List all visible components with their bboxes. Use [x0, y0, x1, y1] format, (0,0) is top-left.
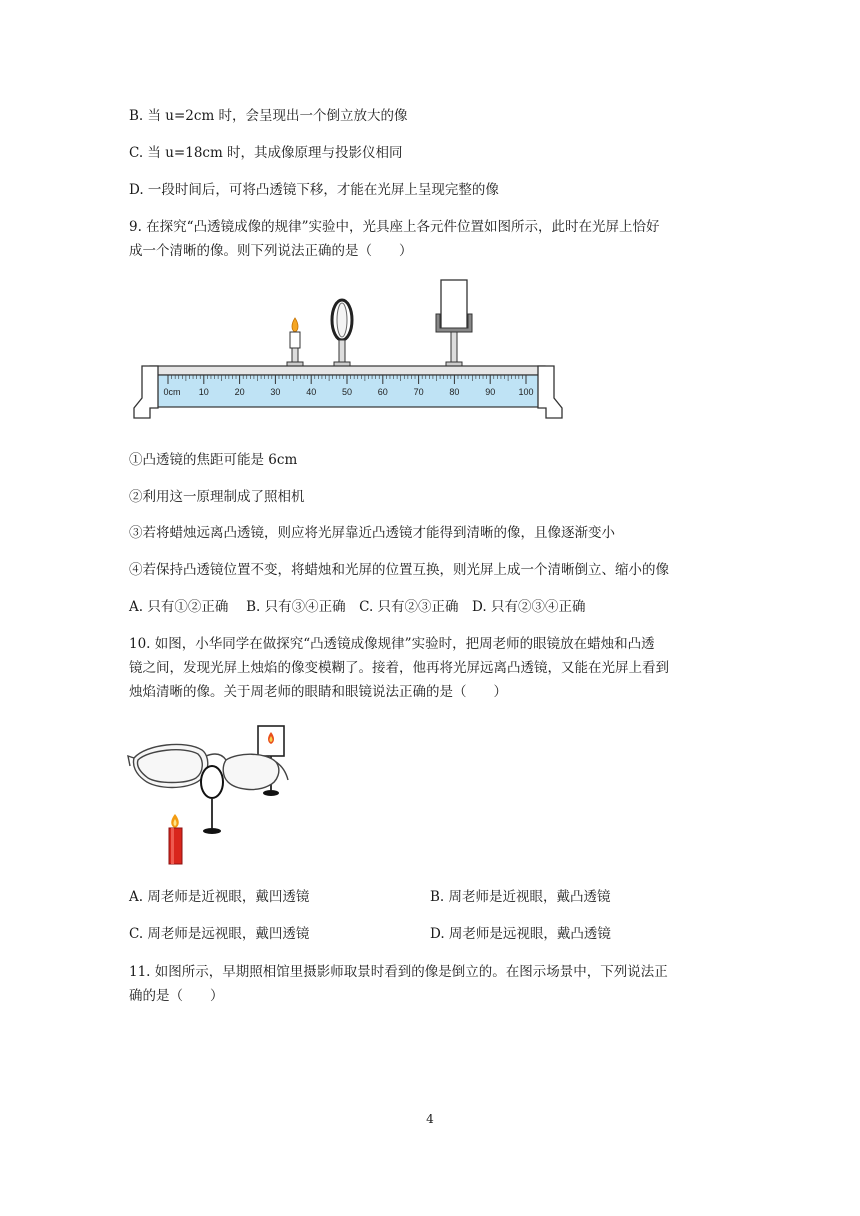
q8-option-c: C. 当 u=18cm 时，其成像原理与投影仪相同 [129, 145, 403, 161]
q10-stem-line-3: 烛焰清晰的像。关于周老师的眼睛和眼镜说法正确的是（ ） [129, 684, 507, 700]
convex-lens [332, 300, 352, 372]
optical-bench-figure [128, 278, 568, 428]
q10-option-d: D. 周老师是远视眼，戴凸透镜 [430, 926, 611, 942]
q8-option-b: B. 当 u=2cm 时，会呈现出一个倒立放大的像 [129, 108, 408, 124]
q8-option-d: D. 一段时间后，可将凸透镜下移，才能在光屏上呈现完整的像 [129, 182, 499, 198]
ruler-tick-label: 60 [377, 387, 388, 397]
bench-rail [134, 366, 562, 418]
glasses-experiment-figure [126, 722, 306, 868]
q11-stem-line-2: 确的是（ ） [129, 988, 224, 1004]
ruler-tick-label: 80 [449, 387, 460, 397]
q9-statement-3: ③若将蜡烛远离凸透镜，则应将光屏靠近凸透镜才能得到清晰的像，且像逐渐变小 [129, 525, 615, 541]
q9-stem-line-1: 9. 在探究“凸透镜成像的规律”实验中，光具座上各元件位置如图所示，此时在光屏上恰好 [129, 219, 660, 235]
candle [169, 814, 182, 864]
q9-options: A. 只有①②正确 B. 只有③④正确 C. 只有②③正确 D. 只有②③④正确 [129, 599, 586, 615]
candle [287, 318, 303, 372]
light-screen [436, 280, 472, 372]
ruler-tick-label: 20 [234, 387, 245, 397]
q10-option-a: A. 周老师是近视眼，戴凹透镜 [129, 889, 310, 905]
ruler-tick-label: 100 [518, 387, 534, 397]
q9-statement-2: ②利用这一原理制成了照相机 [129, 489, 305, 505]
ruler-tick-label: 40 [306, 387, 317, 397]
ruler-tick-label: 30 [270, 387, 281, 397]
q10-option-b: B. 周老师是近视眼，戴凸透镜 [430, 889, 611, 905]
q11-stem-line-1: 11. 如图所示，早期照相馆里摄影师取景时看到的像是倒立的。在图示场景中，下列说法正 [129, 964, 668, 980]
q10-option-c: C. 周老师是远视眼，戴凹透镜 [129, 926, 310, 942]
q9-statement-1: ①凸透镜的焦距可能是 6cm [129, 452, 298, 468]
convex-lens [201, 766, 223, 834]
ruler-tick-label: 0cm [163, 387, 181, 397]
q10-stem-line-2: 镜之间，发现光屏上烛焰的像变模糊了。接着，他再将光屏远离凸透镜，又能在光屏上看到 [129, 660, 669, 676]
ruler-tick-label: 70 [413, 387, 424, 397]
page-number: 4 [426, 1112, 434, 1126]
q10-stem-line-1: 10. 如图，小华同学在做探究“凸透镜成像规律”实验时，把周老师的眼镜放在蜡烛和凸透 [129, 636, 655, 652]
q9-stem-line-2: 成一个清晰的像。则下列说法正确的是（ ） [129, 243, 413, 259]
q9-statement-4: ④若保持凸透镜位置不变，将蜡烛和光屏的位置互换，则光屏上成一个清晰倒立、缩小的像 [129, 562, 669, 578]
ruler-tick-label: 90 [485, 387, 496, 397]
ruler-tick-label: 50 [341, 387, 353, 397]
ruler-tick-label: 10 [198, 387, 209, 397]
